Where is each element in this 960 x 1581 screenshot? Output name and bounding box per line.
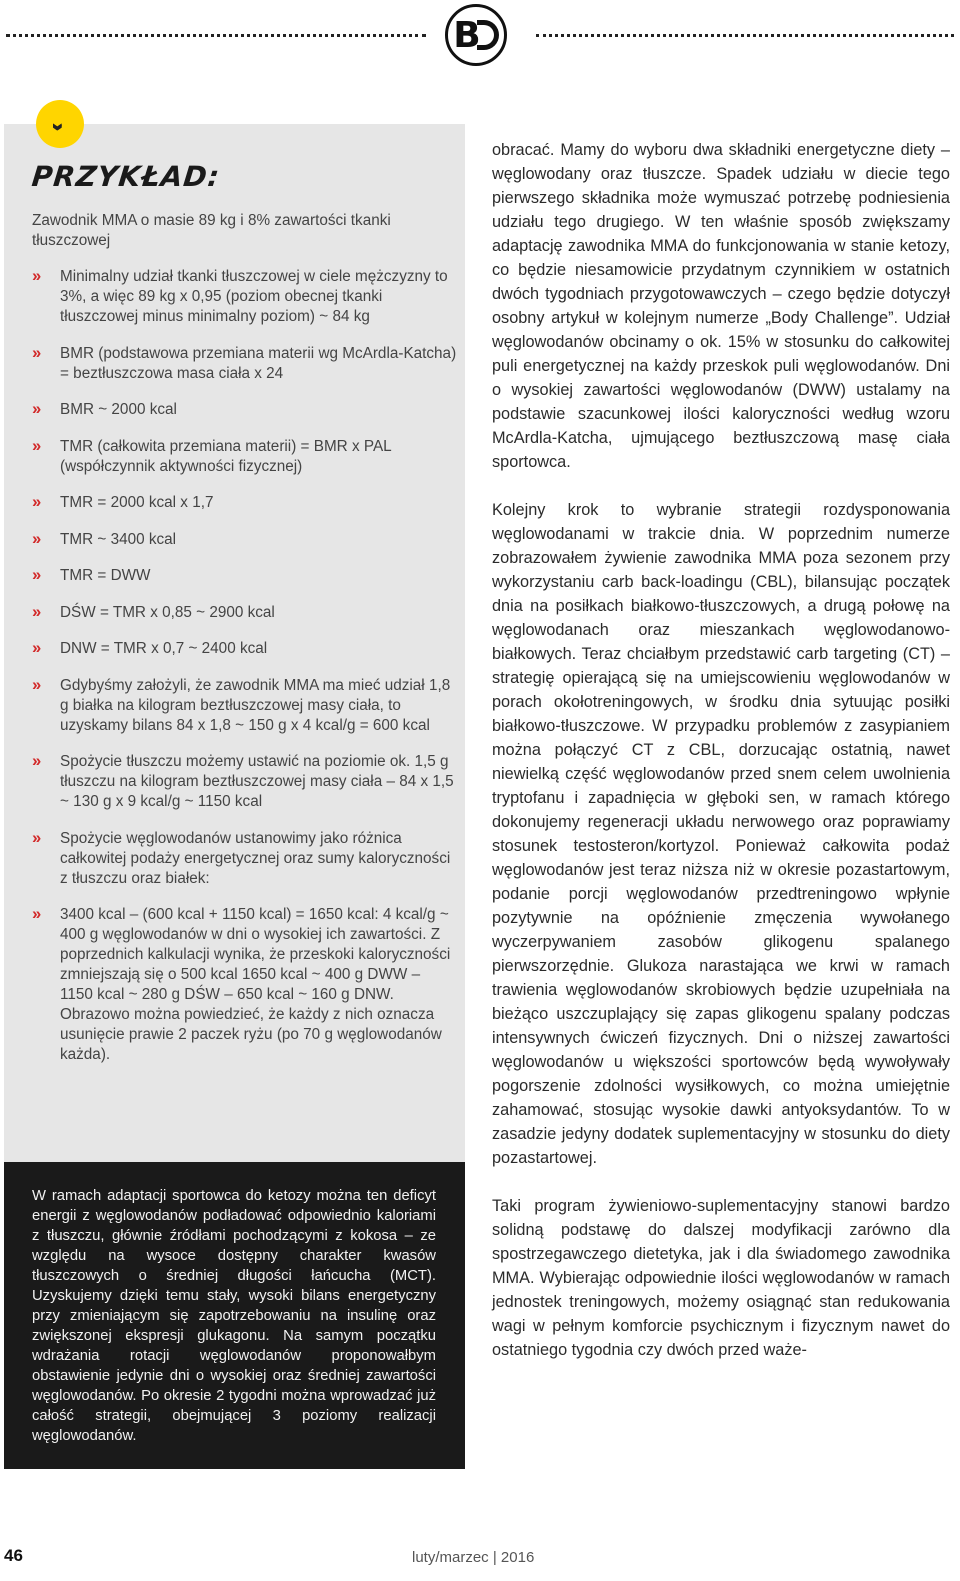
list-item: ›› BMR (podstawowa przemiana materii wg McArdla-Katcha) = beztłuszczowa masa ciała x 24 bbox=[32, 342, 457, 382]
double-chevron-right-icon: ›› bbox=[32, 904, 40, 923]
article-paragraph: Kolejny krok to wybranie strategii rozdysponowania węglowodanami w trakcie dnia. W poprzednim numerze zobrazowałem żywienie zawodnika MMA poza sezonem przy wykorzystaniu carb back-loadingu (CBL), bilansując początek dnia na posiłkach białkowo-tłuszczowych, a drugą połowę na węglowodanach oraz mieszankach węglowodanowo-białkowych. Teraz chciałbym przedstawić carb targeting (CT) – strategię opierającą się na umiejscowieniu węglowodanów w porach okołotreningowych, w środku dnia sytuując posiłki białkowo-tłuszczowe. W przypadku problemów z zasypianiem można połączyć CT z CBL, dorzucając ostatnią, nawet niewielką część węglowodanów przed snem celem uwolnienia tryptofanu i zapadnięcia w głęboki sen, w ramach którego dokonujemy regeneracji układu nerwowego oraz poprawiamy stosunek testosteron/kortyzol. Ponieważ całkowita podaż węglowodanów jest teraz niższa niż w okresie pozastartowym, podanie porcji węglowodanów przedtreningowo wpłynie pozytywnie na opóźnienie zmęczenia wywołanego wyczerpywaniem zasobów glikogenu spalanego pierwszorzędnie. Glukoza narastająca we krwi w ramach trawienia węglowodanów skrobiowych będzie uzupełniała na bieżąco uszczuplający się zapas glikogenu spalany podczas intensywnych ćwiczeń fizycznych. Dni o niższej zawartości węglowodanów u większości sportowców będą wywoływały pogorszenie zdolności wysiłkowych, co można umiejętnie zahamować, stosując wysokie dawki antyoksydantów. To w zasadzie jedyny dodatek suplementacyjny w stosunku do diety pozastartowej. bbox=[492, 501, 950, 1167]
double-chevron-right-icon: ›› bbox=[32, 638, 40, 657]
article-body bbox=[492, 138, 950, 1362]
issue-date: luty/marzec | 2016 bbox=[412, 1549, 535, 1566]
example-title: PRZYKŁAD: bbox=[30, 160, 222, 193]
list-item: ›› TMR (całkowita przemiana materii) = BMR x PAL (współczynnik aktywności fizycznej) bbox=[32, 435, 392, 475]
article-paragraph: obracać. Mamy do wyboru dwa składniki energetyczne diety – węglowodany oraz tłuszcze. Spadek udziału w diecie tego pierwszego składnika może wymuszać potrzebę podniesienia udziału tego drugiego. W ten właśnie sposób zwiększamy adaptację zawodnika MMA do funkcjonowania w stanie ketozy, co będzie niesamowicie przydatnym czynnikiem w ostatnich dwóch tygodniach przygotowawczych – czego będzie dotyczył osobny artykuł w kolejnym numerze „Body Challenge”. Udział węglowodanów obcinamy o ok. 15% w stosunku do całkowitej puli energetycznej na każdy przeskok puli węglowodanów. Dni o wysokiej zawartości węglowodanów (DWW) ustalamy na podstawie szacunkowej ilości kaloryczności według wzoru McArdla-Katcha, ujmującego beztłuszczową masę ciała sportowca. bbox=[492, 141, 950, 471]
list-item: ›› TMR = 2000 kcal x 1,7 bbox=[32, 492, 214, 511]
mct-note-text: W ramach adaptacji sportowca do ketozy można ten deficyt energii z węglowodanów podładować odpowiednio kaloriami z tłuszczu, głównie źródłami pochodzącymi z kokosa – ze względu na wysoce dostępny charakter kwasów tłuszczowych o średniej długości łańcucha (MCT). Uzyskujemy dzięki temu stały, wysoki bilans energetyczny przy zmieniającym się zapotrzebowaniu na insulinę oraz zwiększonej ekspresji glukagonu. Na samym początku wdrażania rotacji węglowodanów proponowałbym obstawienie jedynie dni o wysokiej oraz średniej zawartości węglowodanów. Po okresie 2 tygodni można wprowadzać już całość strategii, obejmującej 3 poziomy realizacji węglowodanów. bbox=[32, 1188, 436, 1444]
calculation-list bbox=[32, 267, 457, 1065]
double-chevron-right-icon: ›› bbox=[32, 528, 40, 548]
list-item: ›› Spożycie tłuszczu możemy ustawić na poziomie ok. 1,5 g tłuszczu na kilogram beztłuszczowej masy ciała – 84 x 1,5 ~ 130 g x 9 kcal/g ~ 1150 kcal bbox=[32, 751, 454, 810]
double-chevron-down-icon: ›› bbox=[36, 100, 84, 148]
double-chevron-right-icon: ›› bbox=[32, 399, 40, 418]
example-intro: Zawodnik MMA o masie 89 kg i 8% zawartości tkanki tłuszczowej bbox=[32, 212, 391, 249]
list-item: ›› 3400 kcal – (600 kcal + 1150 kcal) = 1650 kcal: 4 kcal/g ~ 400 g węglowodanów w dni o wysokiej ich zawartości. Z poprzednich kalkulacji wynika, że przeskoki kaloryczności zmniejszają się o 500 kcal 1650 kcal ~ 400 g DWW – 1150 kcal ~ 280 g DŚW – 650 kcal ~ 160 g DNW. Obrazowo można powiedzieć, że każdy z nich oznacza usunięcie prawie 2 paczek ryżu (po 70 g węglowodanów każda). bbox=[32, 904, 451, 1063]
page-number: 46 bbox=[4, 1546, 23, 1565]
list-item: ›› DŚW = TMR x 0,85 ~ 2900 kcal bbox=[32, 601, 275, 621]
double-chevron-right-icon: ›› bbox=[32, 492, 40, 511]
list-item: ›› Spożycie węglowodanów ustanowimy jako różnica całkowitej podaży energetycznej oraz sumy kaloryczności z tłuszczu oraz białek: bbox=[32, 827, 451, 887]
header-dotted-rule-left bbox=[6, 34, 426, 37]
double-chevron-right-icon: ›› bbox=[32, 342, 40, 362]
logo-letter: B bbox=[453, 14, 481, 56]
double-chevron-right-icon: ›› bbox=[32, 827, 40, 847]
double-chevron-right-icon: ›› bbox=[32, 435, 40, 455]
list-item: ›› DNW = TMR x 0,7 ~ 2400 kcal bbox=[32, 638, 268, 657]
bc-logo-icon bbox=[445, 4, 507, 66]
double-chevron-right-icon: ›› bbox=[32, 565, 40, 584]
list-item: ›› Gdybyśmy założyli, że zawodnik MMA ma mieć udział 1,8 g białka na kilogram beztłuszczowej masy ciała, to uzyskamy bilans 84 x 1,8 ~ 150 g x 4 kcal/g = 600 kcal bbox=[32, 674, 451, 734]
list-item: ›› TMR ~ 3400 kcal bbox=[32, 528, 177, 548]
header-dotted-rule-right bbox=[536, 34, 954, 37]
double-chevron-right-icon: ›› bbox=[32, 266, 40, 285]
double-chevron-right-icon: ›› bbox=[32, 601, 40, 621]
double-chevron-right-icon: ›› bbox=[32, 674, 40, 694]
list-item: ›› Minimalny udział tkanki tłuszczowej w ciele mężczyzny to 3%, a więc 89 kg x 0,95 (poziom obecnej tkanki tłuszczowej minus minimalny poziom) ~ 84 kg bbox=[32, 266, 448, 325]
list-item: ›› TMR = DWW bbox=[32, 565, 151, 584]
list-item: ›› BMR ~ 2000 kcal bbox=[32, 399, 177, 418]
article-paragraph: Taki program żywieniowo-suplementacyjny stanowi bardzo solidną podstawę do dalszej modyfikacji zarówno dla spostrzegawczego dietetyka, jak i dla świadomego zawodnika MMA. Wybierając odpowiednie ilości węglowodanów w ramach jednostek treningowych, możemy osiągnąć stan redukowania wagi w pełnym komforcie psychicznym i fizycznym nawet do ostatniego tygodnia czy dwóch przed waże- bbox=[492, 1197, 950, 1359]
logo-c-shape bbox=[477, 20, 499, 50]
double-chevron-right-icon: ›› bbox=[32, 751, 40, 770]
